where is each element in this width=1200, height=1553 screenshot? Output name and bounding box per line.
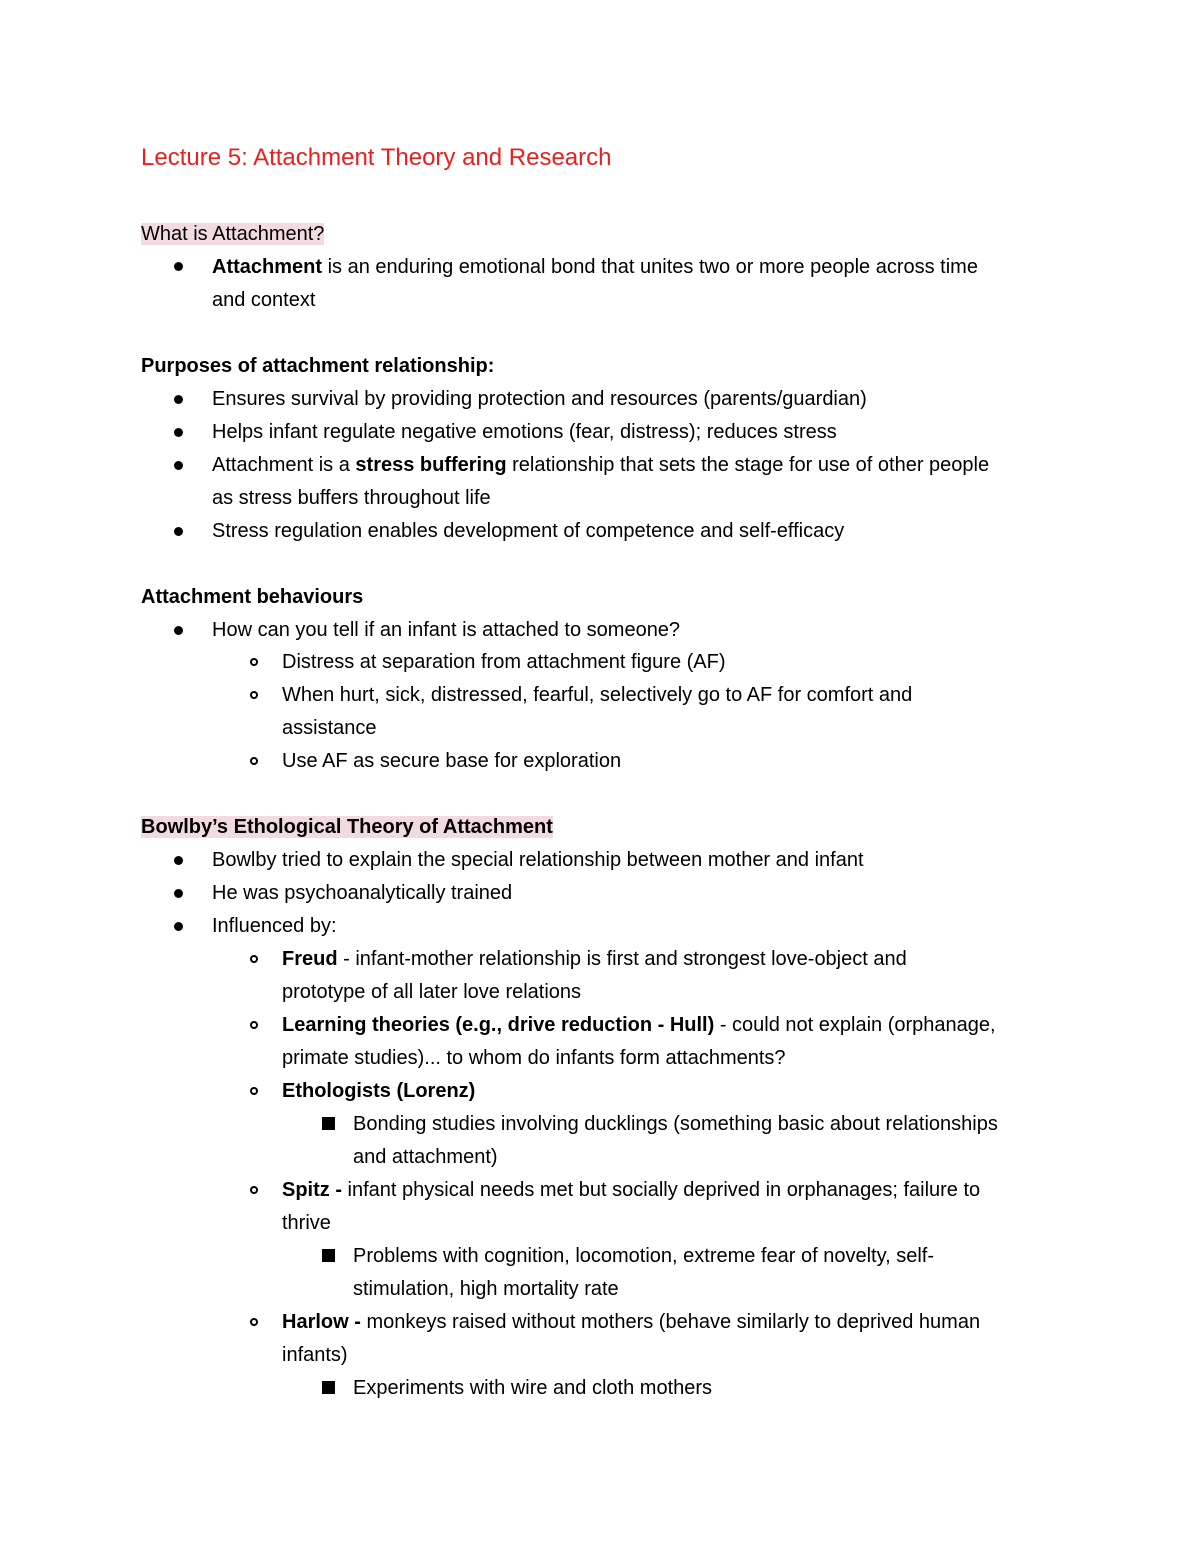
- item-text: - could not explain (orphanage,: [714, 1014, 996, 1036]
- square-bullet-icon: [322, 1249, 335, 1262]
- list-item: Bowlby tried to explain the special relationship between mother and infant: [212, 849, 864, 871]
- circle-bullet-icon: [250, 1186, 258, 1194]
- bullet-icon: [174, 428, 183, 437]
- list-item: How can you tell if an infant is attached to someone?: [212, 619, 681, 641]
- bold-term: Harlow -: [282, 1311, 361, 1333]
- circle-bullet-icon: [250, 1087, 258, 1095]
- list-item: Helps infant regulate negative emotions (fear, distress); reduces stress: [212, 421, 837, 443]
- sub-list-item: [282, 1011, 996, 1039]
- sub-sub-list-item: Problems with cognition, locomotion, extreme fear of novelty, self-: [353, 1245, 934, 1267]
- bold-term: Freud: [282, 948, 338, 970]
- list-item-continuation: and context: [212, 289, 316, 311]
- heading-highlight: What is Attachment?: [141, 223, 325, 245]
- circle-bullet-icon: [250, 1021, 258, 1029]
- list-item-continuation: as stress buffers throughout life: [212, 487, 491, 509]
- sub-list-item-continuation: prototype of all later love relations: [282, 981, 582, 1003]
- bold-term: Attachment: [212, 256, 323, 278]
- section-heading-purposes: Purposes of attachment relationship:: [141, 355, 495, 377]
- circle-bullet-icon: [250, 955, 258, 963]
- bullet-icon: [174, 262, 183, 271]
- sub-list-item: When hurt, sick, distressed, fearful, selectively go to AF for comfort and: [282, 684, 913, 706]
- bullet-icon: [174, 527, 183, 536]
- sub-list-item-continuation: infants): [282, 1344, 348, 1366]
- sub-list-item: [282, 1308, 980, 1336]
- bullet-icon: [174, 922, 183, 931]
- heading-highlight: Bowlby’s Ethological Theory of Attachment: [141, 816, 553, 838]
- circle-bullet-icon: [250, 757, 258, 765]
- item-text: infant physical needs met but socially deprived in orphanages; failure to: [342, 1179, 981, 1201]
- sub-list-item-continuation: primate studies)... to whom do infants form attachments?: [282, 1047, 786, 1069]
- bold-term: stress buffering: [355, 454, 507, 476]
- section-heading-behaviours: Attachment behaviours: [141, 586, 364, 608]
- sub-sub-list-item-continuation: and attachment): [353, 1146, 498, 1168]
- bullet-icon: [174, 856, 183, 865]
- sub-list-item-continuation: assistance: [282, 717, 377, 739]
- page-title: Lecture 5: Attachment Theory and Research: [141, 144, 612, 171]
- section-heading-what-is-attachment: [141, 220, 324, 248]
- bullet-icon: [174, 461, 183, 470]
- sub-list-item: Ethologists (Lorenz): [282, 1080, 476, 1102]
- square-bullet-icon: [322, 1117, 335, 1130]
- bold-term: Learning theories (e.g., drive reduction - Hull): [282, 1014, 715, 1036]
- circle-bullet-icon: [250, 1318, 258, 1326]
- section-heading-bowlby: [141, 813, 553, 841]
- list-item: Influenced by:: [212, 915, 337, 937]
- item-text: relationship that sets the stage for use of other people: [506, 454, 990, 476]
- bullet-icon: [174, 395, 183, 404]
- list-item: He was psychoanalytically trained: [212, 882, 513, 904]
- bullet-icon: [174, 889, 183, 898]
- sub-list-item: [282, 1176, 980, 1204]
- sub-list-item: [282, 945, 907, 973]
- circle-bullet-icon: [250, 658, 258, 666]
- sub-list-item: Use AF as secure base for exploration: [282, 750, 622, 772]
- bold-term: Spitz -: [282, 1179, 342, 1201]
- list-item: Ensures survival by providing protection and resources (parents/guardian): [212, 388, 867, 410]
- list-item: [212, 451, 989, 479]
- item-text: monkeys raised without mothers (behave similarly to deprived human: [360, 1311, 981, 1333]
- square-bullet-icon: [322, 1381, 335, 1394]
- list-item: [212, 253, 978, 281]
- sub-sub-list-item: Experiments with wire and cloth mothers: [353, 1377, 713, 1399]
- sub-list-item-continuation: thrive: [282, 1212, 331, 1234]
- item-text: - infant-mother relationship is first and strongest love-object and: [337, 948, 907, 970]
- sub-sub-list-item-continuation: stimulation, high mortality rate: [353, 1278, 619, 1300]
- sub-sub-list-item: Bonding studies involving ducklings (something basic about relationships: [353, 1113, 998, 1135]
- circle-bullet-icon: [250, 691, 258, 699]
- item-text: is an enduring emotional bond that unites two or more people across time: [322, 256, 978, 278]
- bullet-icon: [174, 626, 183, 635]
- list-item: Stress regulation enables development of competence and self-efficacy: [212, 520, 845, 542]
- item-text: Attachment is a: [212, 454, 356, 476]
- sub-list-item: Distress at separation from attachment figure (AF): [282, 651, 726, 673]
